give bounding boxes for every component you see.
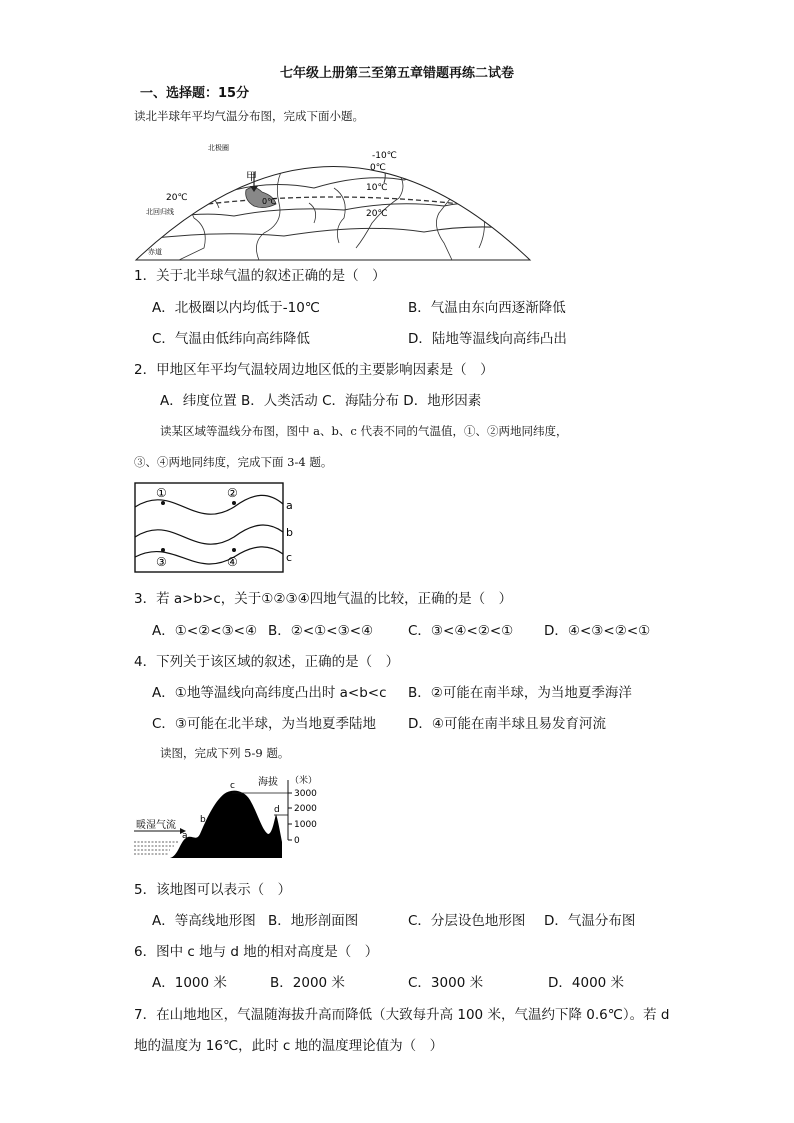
iso-20-b: 20℃ xyxy=(366,209,388,219)
q6-option-b: B．2000 米 xyxy=(270,975,345,991)
q2-stem: 2．甲地区年平均气温较周边地区低的主要影响因素是（ ） xyxy=(134,362,494,378)
altitude-label: 海拔 xyxy=(258,777,278,788)
section-heading: 一、选择题：15分 xyxy=(140,86,250,101)
q5-option-b: B．地形剖面图 xyxy=(268,913,359,929)
tick-2000: 2000 xyxy=(294,804,317,814)
q2-options: A．纬度位置 B．人类活动 C．海陆分布 D．地形因素 xyxy=(160,393,482,409)
intro-profile: 读图，完成下列 5-9 题。 xyxy=(160,746,290,760)
q6-option-d: D．4000 米 xyxy=(548,975,625,991)
point-2: ② xyxy=(227,486,238,500)
q4-option-b: B．②可能在南半球，为当地夏季海洋 xyxy=(408,685,632,701)
q1-stem: 1．关于北半球气温的叙述正确的是（ ） xyxy=(134,268,386,284)
iso-minus10-a: -10℃ xyxy=(372,151,397,161)
jia-label: 甲 xyxy=(246,170,257,183)
point-d-label: d xyxy=(274,805,280,815)
iso-0c-local: 0℃ xyxy=(262,197,277,206)
point-b-label: b xyxy=(200,815,206,825)
arctic-circle-label: 北极圈 xyxy=(208,144,229,152)
label-a: a xyxy=(286,499,293,512)
iso-10-a: 10℃ xyxy=(366,183,388,193)
q1-option-b: B．气温由东向西逐渐降低 xyxy=(408,300,566,316)
q1-option-a: A．北极圈以内均低于-10℃ xyxy=(152,300,320,316)
point-c-label: c xyxy=(230,781,235,791)
iso-0-a: 0℃ xyxy=(370,163,386,173)
q1-option-d: D．陆地等温线向高纬凸出 xyxy=(408,331,567,347)
iso-20-a: 20℃ xyxy=(166,193,188,203)
q5-option-a: A．等高线地形图 xyxy=(152,913,256,929)
tick-3000: 3000 xyxy=(294,789,317,799)
tick-1000: 1000 xyxy=(294,820,317,830)
q6-option-c: C．3000 米 xyxy=(408,975,484,991)
paper-title: 七年级上册第三至第五章错题再练二试卷 xyxy=(279,66,514,81)
isotherm-diagram xyxy=(134,482,304,574)
q7-line2: 地的温度为 16℃，此时 c 地的温度理论值为（ ） xyxy=(134,1038,444,1054)
q7-line1: 7．在山地地区，气温随海拔升高而降低（大致每升高 100 米，气温约下降 0.6℃）。若 d xyxy=(134,1007,670,1023)
q3-option-b: B．②<①<③<④ xyxy=(268,623,374,639)
q6-stem: 6．图中 c 地与 d 地的相对高度是（ ） xyxy=(134,944,379,960)
q1-option-c: C．气温由低纬向高纬降低 xyxy=(152,331,310,347)
point-4: ④ xyxy=(227,555,238,569)
intro-isotherm-line2: ③、④两地同纬度，完成下面 3-4 题。 xyxy=(134,455,333,469)
tick-0: 0 xyxy=(294,836,300,846)
q3-option-d: D．④<③<②<① xyxy=(544,623,651,639)
equator-label: 赤道 xyxy=(148,248,162,256)
intro-isotherm-line1: 读某区域等温线分布图，图中 a、b、c 代表不同的气温值，①、②两地同纬度， xyxy=(160,424,568,438)
label-b: b xyxy=(286,526,293,539)
q4-option-c: C．③可能在北半球，为当地夏季陆地 xyxy=(152,716,377,732)
q4-option-a: A．①地等温线向高纬度凸出时 a<b<c xyxy=(152,685,387,701)
terrain-profile-diagram xyxy=(134,772,324,868)
q3-option-c: C．③<④<②<① xyxy=(408,623,514,639)
point-3: ③ xyxy=(156,555,167,569)
airflow-label: 暖湿气流 xyxy=(136,820,176,831)
q4-option-d: D．④可能在南半球且易发育河流 xyxy=(408,716,606,732)
q4-stem: 4．下列关于该区域的叙述，正确的是（ ） xyxy=(134,654,400,670)
tropic-label: 北回归线 xyxy=(146,208,174,216)
label-c: c xyxy=(286,551,293,564)
q3-option-a: A．①<②<③<④ xyxy=(152,623,258,639)
point-1: ① xyxy=(156,486,167,500)
q6-option-a: A．1000 米 xyxy=(152,975,227,991)
q3-stem: 3．若 a>b>c，关于①②③④四地气温的比较，正确的是（ ） xyxy=(134,591,513,607)
unit-label: （米） xyxy=(290,776,318,786)
point-a-label: a xyxy=(182,831,188,841)
q5-option-c: C．分层设色地形图 xyxy=(408,913,526,929)
q5-stem: 5．该地图可以表示（ ） xyxy=(134,882,292,898)
q5-option-d: D．气温分布图 xyxy=(544,913,636,929)
intro-map: 读北半球年平均气温分布图，完成下面小题。 xyxy=(134,109,364,123)
northern-hemisphere-temperature-map xyxy=(134,128,532,262)
